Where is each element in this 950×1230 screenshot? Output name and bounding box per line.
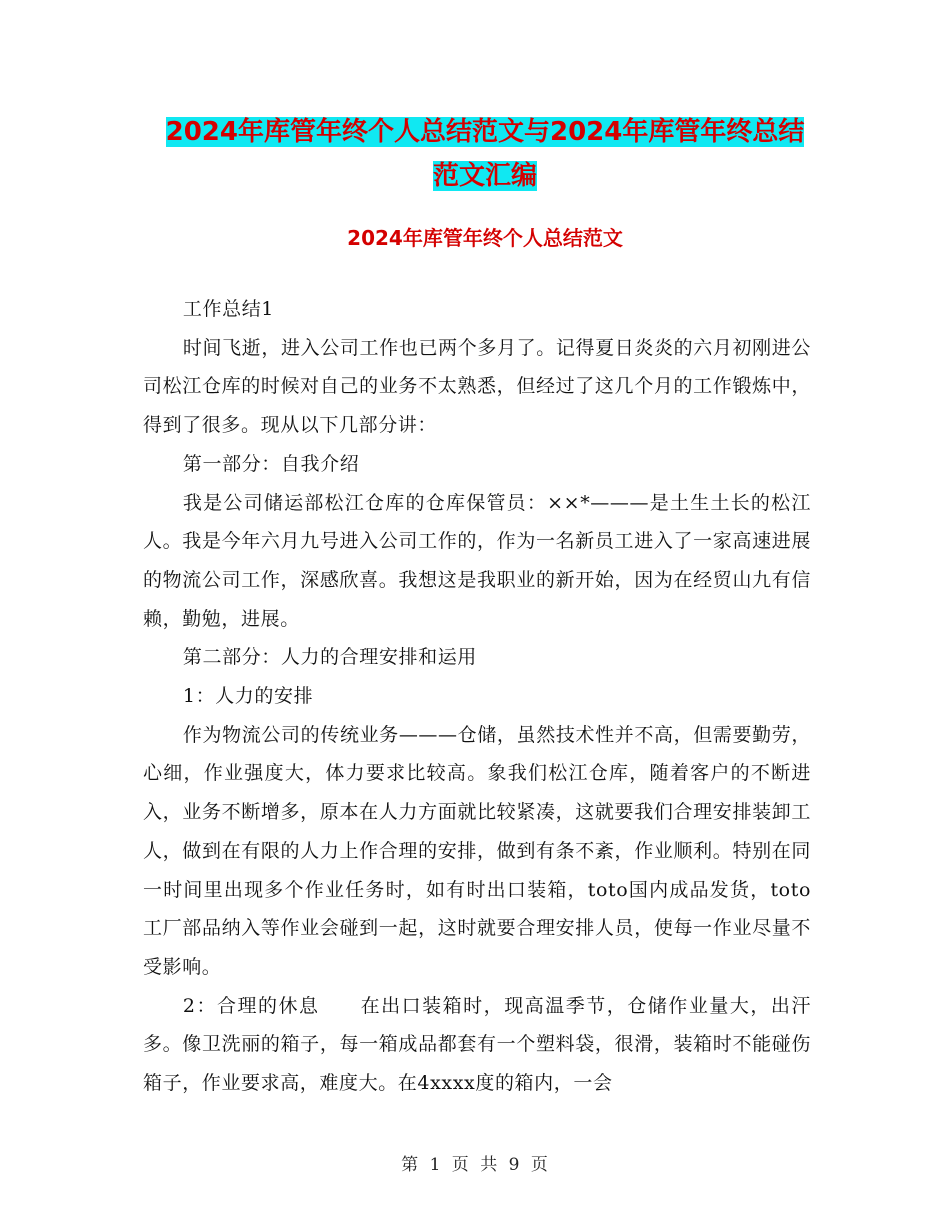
section-title: 2024年库管年终个人总结范文 xyxy=(347,226,623,250)
footer-suffix: 页 xyxy=(530,1155,549,1175)
footer-prefix: 第 xyxy=(401,1155,420,1175)
footer-current-page: 1 xyxy=(429,1155,442,1175)
paragraph: 作为物流公司的传统业务———仓储，虽然技术性并不高，但需要勤劳，心细，作业强度大，体力要求比较高。象我们松江仓库，随着客户的不断进入，业务不断增多，原本在人力方面就比较紧凑，这就要我们合理安排装卸工人，做到在有限的人力上作合理的安排，做到有条不紊，作业顺利。特别在同一时间里出现多个作业任务时，如有时出口装箱，toto国内成品发货，toto工厂部品纳入等作业会碰到一起，这时就要合理安排人员，使每一作业尽量不受影响。 xyxy=(143,723,811,978)
paragraph: 时间飞逝，进入公司工作也已两个多月了。记得夏日炎炎的六月初刚进公司松江仓库的时候对自己的业务不太熟悉，但经过了这几个月的工作锻炼中，得到了很多。现从以下几部分讲： xyxy=(143,336,811,437)
paragraph-heading-part1: 第一部分：自我介绍 xyxy=(182,452,360,475)
page-footer xyxy=(0,1150,950,1175)
footer-page-word: 页 xyxy=(451,1155,470,1175)
paragraph-heading-part2: 第二部分：人力的合理安排和运用 xyxy=(182,646,477,669)
paragraph: 2：合理的休息 在出口装箱时，现高温季节，仓储作业量大，出汗多。像卫洗丽的箱子，每一箱成品都套有一个塑料袋，很滑，装箱时不能碰伤箱子，作业要求高，难度大。在4xxxx度的箱内，一会 xyxy=(143,994,811,1095)
document-title-line2: 范文汇编 xyxy=(432,161,537,191)
paragraph: 我是公司储运部松江仓库的仓库保管员：××*———是土生土长的松江人。我是今年六月九号进入公司工作的，作为一名新员工进入了一家高速进展的物流公司工作，深感欣喜。我想这是我职业的新开始，因为在经贸山九有信赖，勤勉，进展。 xyxy=(143,491,811,630)
footer-total-word: 共 xyxy=(480,1155,499,1175)
paragraph-heading-item1: 1：人力的安排 xyxy=(182,685,314,708)
footer-total-pages: 9 xyxy=(508,1155,521,1175)
document-title xyxy=(140,110,830,198)
paragraph-heading-summary: 工作总结1 xyxy=(182,298,274,320)
document-title-line1: 2024年库管年终个人总结范文与2024年库管年终总结 xyxy=(165,117,805,147)
document-body xyxy=(143,290,811,1103)
